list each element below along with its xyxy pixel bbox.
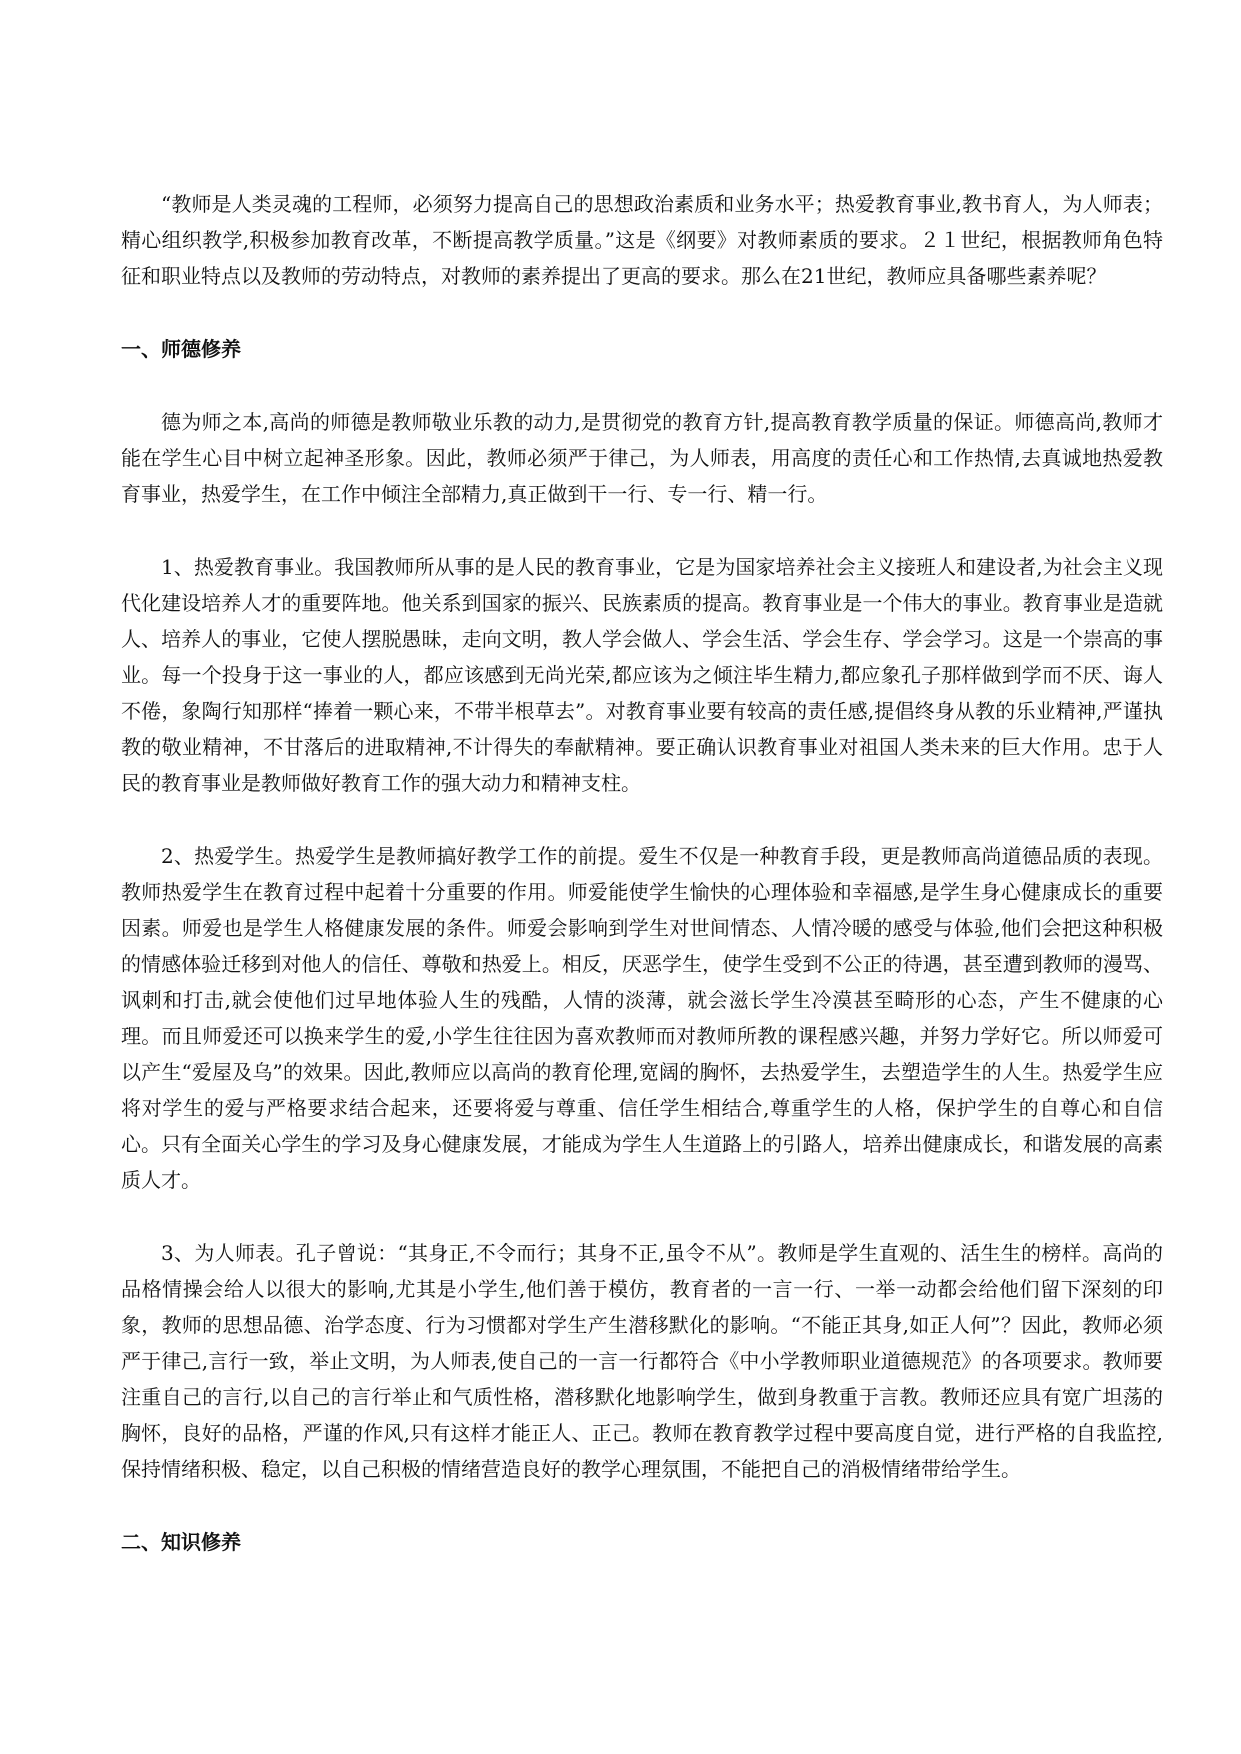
point-role-model-paragraph: 3、为人师表。孔子曾说：“其身正,不令而行；其身不正,虽令不从”。教师是学生直观的、活生生的榜样。高尚的品格情操会给人以很大的影响,尤其是小学生,他们善于模仿，教育者的一言一行、一举一动都会给他们留下深刻的印象，教师的思想品德、治学态度、行为习惯都对学生产生潜移默化的影响。“不能正其身,如正人何”？因此，教师必须严于律己,言行一致，举止文明，为人师表,使自己的一言一行都符合《中小学教师职业道德规范》的各项要求。教师要注重自己的言行,以自己的言行举止和气质性格，潜移默化地影响学生，做到身教重于言教。教师还应具有宽广坦荡的胸怀，良好的品格，严谨的作风,只有这样才能正人、正己。教师在教育教学过程中要高度自觉，进行严格的自我监控,保持情绪积极、稳定，以自己积极的情绪营造良好的教学心理氛围，不能把自己的消极情绪带给学生。 bbox=[121, 1241, 1163, 1481]
section-heading-ethics: 一、师德修养 bbox=[121, 337, 241, 361]
document-body bbox=[121, 186, 1163, 1597]
point-love-education-paragraph: 1、热爱教育事业。我国教师所从事的是人民的教育事业，它是为国家培养社会主义接班人和建设者,为社会主义现代化建设培养人才的重要阵地。他关系到国家的振兴、民族素质的提高。教育事业是一个伟大的事业。教育事业是造就人、培养人的事业，它使人摆脱愚昧，走向文明，教人学会做人、学会生活、学会生存、学会学习。这是一个崇高的事业。每一个投身于这一事业的人，都应该感到无尚光荣,都应该为之倾注毕生精力,都应象孔子那样做到学而不厌、诲人不倦，象陶行知那样“捧着一颗心来，不带半根草去”。对教育事业要有较高的责任感,提倡终身从教的乐业精神,严谨执教的敬业精神，不甘落后的进取精神,不计得失的奉献精神。要正确认识教育事业对祖国人类未来的巨大作用。忠于人民的教育事业是教师做好教育工作的强大动力和精神支柱。 bbox=[121, 555, 1163, 795]
section-heading-knowledge: 二、知识修养 bbox=[121, 1530, 241, 1554]
ethics-intro-paragraph: 德为师之本,高尚的师德是教师敬业乐教的动力,是贯彻党的教育方针,提高教育教学质量的保证。师德高尚,教师才能在学生心目中树立起神圣形象。因此，教师必须严于律己，为人师表，用高度的责任心和工作热情,去真诚地热爱教育事业，热爱学生，在工作中倾注全部精力,真正做到干一行、专一行、精一行。 bbox=[121, 410, 1163, 506]
intro-paragraph: “教师是人类灵魂的工程师，必须努力提高自己的思想政治素质和业务水平；热爱教育事业,教书育人，为人师表；精心组织教学,积极参加教育改革，不断提高教学质量。”这是《纲要》对教师素质的要求。２１世纪，根据教师角色特征和职业特点以及教师的劳动特点，对教师的素养提出了更高的要求。那么在21世纪，教师应具备哪些素养呢？ bbox=[121, 192, 1163, 288]
point-love-students-paragraph: 2、热爱学生。热爱学生是教师搞好教学工作的前提。爱生不仅是一种教育手段，更是教师高尚道德品质的表现。教师热爱学生在教育过程中起着十分重要的作用。师爱能使学生愉快的心理体验和幸福感,是学生身心健康成长的重要因素。师爱也是学生人格健康发展的条件。师爱会影响到学生对世间情态、人情冷暖的感受与体验,他们会把这种积极的情感体验迁移到对他人的信任、尊敬和热爱上。相反，厌恶学生，使学生受到不公正的待遇，甚至遭到教师的漫骂、讽刺和打击,就会使他们过早地体验人生的残酷，人情的淡薄，就会滋长学生冷漠甚至畸形的心态，产生不健康的心理。而且师爱还可以换来学生的爱,小学生往往因为喜欢教师而对教师所教的课程感兴趣，并努力学好它。所以师爱可以产生“爱屋及乌”的效果。因此,教师应以高尚的教育伦理,宽阔的胸怀，去热爱学生，去塑造学生的人生。热爱学生应将对学生的爱与严格要求结合起来，还要将爱与尊重、信任学生相结合,尊重学生的人格，保护学生的自尊心和自信心。只有全面关心学生的学习及身心健康发展，才能成为学生人生道路上的引路人，培养出健康成长，和谐发展的高素质人才。 bbox=[121, 844, 1163, 1192]
